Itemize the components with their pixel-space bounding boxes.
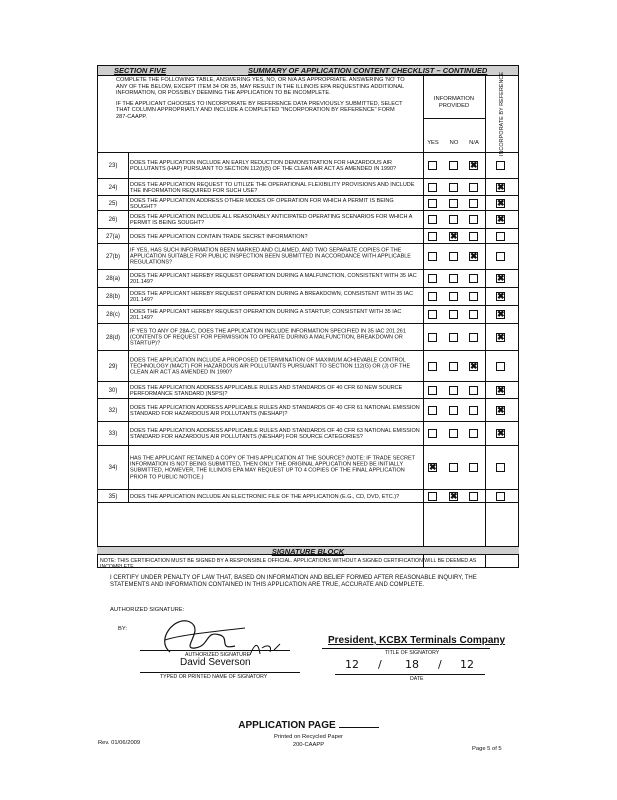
row-number: 28(c) [106, 312, 120, 318]
num-col-divider [128, 490, 129, 503]
checkbox-no[interactable] [449, 161, 458, 170]
header-divider [423, 118, 485, 119]
checkbox-na[interactable] [469, 232, 478, 241]
row-number: 29) [108, 363, 118, 370]
checkbox-ibr[interactable]: ✖ [497, 309, 505, 319]
row-divider [98, 502, 518, 503]
checkbox-no[interactable] [449, 333, 458, 342]
checkbox-ibr[interactable] [496, 232, 505, 241]
row-number: 28(b) [105, 294, 120, 300]
checkbox-ibr[interactable] [496, 463, 505, 472]
checkbox-na[interactable] [469, 406, 478, 415]
checkbox-yes[interactable] [428, 274, 437, 283]
checklist-row [98, 324, 518, 351]
checklist-row [98, 422, 518, 446]
checkbox-na[interactable]: ✖ [470, 360, 478, 371]
col-no-header: NO [449, 140, 459, 146]
date-month: 12 [345, 658, 359, 671]
ibr-header-label: INCORPORATE BY REFERENCE [499, 71, 505, 156]
date-line [335, 674, 485, 675]
num-col-divider [128, 244, 129, 270]
checkbox-na[interactable] [469, 274, 478, 283]
checkbox-yes[interactable] [428, 161, 437, 170]
checkbox-no[interactable] [449, 292, 458, 301]
checkbox-yes[interactable] [428, 232, 437, 241]
num-col-divider [128, 196, 129, 211]
checkbox-na[interactable] [469, 463, 478, 472]
row-number: 33) [108, 431, 118, 437]
checklist-form [97, 65, 519, 568]
revision-date: Rev. 01/06/2009 [98, 740, 141, 746]
checkbox-no[interactable] [449, 310, 458, 319]
signature-line [140, 650, 290, 651]
checkbox-yes[interactable] [428, 292, 437, 301]
checkbox-ibr[interactable] [496, 492, 505, 501]
checkbox-ibr[interactable]: ✖ [497, 428, 505, 438]
checkbox-no[interactable] [449, 199, 458, 208]
title-caption: TITLE OF SIGNATORY [385, 650, 440, 656]
row-question: DOES THE APPLICANT HEREBY REQUEST OPERATION DURING A BREAKDOWN, CONSISTENT WITH 35 IAC 201.149? [130, 290, 414, 303]
num-col-divider [128, 153, 129, 179]
checkbox-yes[interactable] [428, 252, 437, 261]
checkbox-ibr[interactable]: ✖ [497, 384, 505, 395]
checkbox-no[interactable] [449, 429, 458, 438]
checkbox-yes[interactable] [428, 199, 437, 208]
checklist-row [98, 351, 518, 382]
date-separator: / [438, 658, 442, 671]
checkbox-no[interactable] [449, 463, 458, 472]
checkbox-no[interactable] [449, 183, 458, 192]
num-col-divider [128, 211, 129, 229]
checkbox-yes[interactable] [428, 386, 437, 395]
row-question: DOES THE APPLICATION ADDRESS APPLICABLE RULES AND STANDARDS OF 40 CFR 61 NATIONAL EMISSION STANDARD FOR HAZARDOUS AIR POLLUTANTS (NESHAP)? [130, 404, 420, 417]
num-col-divider [128, 288, 129, 306]
checklist-row [98, 179, 518, 196]
checklist-row [98, 490, 518, 503]
checkbox-na[interactable]: ✖ [470, 160, 478, 170]
checkbox-ibr[interactable]: ✖ [497, 197, 505, 208]
title-line [322, 648, 490, 649]
num-col-divider [128, 270, 129, 288]
row-number: 27(b) [105, 254, 120, 260]
checkbox-yes[interactable] [428, 406, 437, 415]
row-question: DOES THE APPLICATION ADDRESS APPLICABLE RULES AND STANDARDS OF 40 CFR 60 NEW SOURCE PERFORMANCE STANDARD (NSPS)? [130, 384, 403, 397]
checkbox-yes[interactable] [428, 310, 437, 319]
num-col-divider [128, 306, 129, 324]
checkbox-no[interactable]: ✖ [450, 490, 458, 501]
form-number: 200-CAAPP [292, 742, 325, 748]
name-caption: TYPED OR PRINTED NAME OF SIGNATORY [160, 674, 268, 680]
checkbox-no[interactable] [449, 252, 458, 261]
row-question: DOES THE APPLICATION ADDRESS OTHER MODES OF OPERATION FOR WHICH A PERMIT IS BEING SOUGHT? [130, 197, 394, 210]
checkbox-na[interactable]: ✖ [470, 251, 478, 261]
checklist-row [98, 446, 518, 490]
title-of-signatory-value: President, KCBX Terminals Company [328, 635, 506, 646]
row-number: 23) [108, 163, 118, 169]
checkbox-na[interactable] [469, 386, 478, 395]
num-col-divider [128, 229, 129, 244]
row-question: DOES THE APPLICANT HEREBY REQUEST OPERATION DURING A STARTUP, CONSISTENT WITH 35 IAC 201.149? [130, 308, 402, 321]
date-year: 12 [460, 658, 474, 671]
by-label: BY: [118, 626, 128, 632]
checkbox-no[interactable] [449, 362, 458, 371]
checklist-row [98, 229, 518, 244]
checkbox-ibr[interactable]: ✖ [497, 291, 505, 301]
section-title-right: SUMMARY OF APPLICATION CONTENT CHECKLIST – CONTINUED [248, 66, 488, 75]
checkbox-no[interactable] [449, 406, 458, 415]
checkbox-no[interactable]: ✖ [450, 230, 458, 241]
row-question: DOES THE APPLICATION INCLUDE ALL REASONABLY ANTICIPATED OPERATING SCENARIOS FOR WHICH A PERMIT IS BEING SOUGHT? [130, 213, 413, 226]
row-number: 34) [108, 465, 118, 471]
checklist-row [98, 382, 518, 399]
incorporate-by-reference-header [485, 71, 519, 156]
page-number: Page 5 of 5 [472, 746, 502, 752]
row-number: 30) [108, 387, 118, 394]
checkbox-yes[interactable] [428, 492, 437, 501]
checkbox-ibr[interactable]: ✖ [497, 404, 505, 415]
row-question: DOES THE APPLICANT HEREBY REQUEST OPERATION DURING A MALFUNCTION, CONSISTENT WITH 35 IAC 201.149? [130, 272, 417, 285]
checklist-row [98, 270, 518, 288]
application-page-text: APPLICATION PAGE [238, 720, 336, 731]
col-na-header: N/A [469, 140, 479, 146]
section-title-left: SECTION FIVE [114, 66, 167, 75]
name-line [140, 672, 300, 673]
row-question: IF YES TO ANY OF 28A-C, DOES THE APPLICATION INCLUDE INFORMATION SPECIFIED IN 35 IAC 201.261 (CONTENTS OF REQUEST FOR PERMISSION TO OPERATE DURING A MALFUNCTION, BREAKDOWN OR STARTUP)? [130, 328, 406, 347]
instructions-para-2: IF THE APPLICANT CHOOSES TO INCORPORATE BY REFERENCE DATA PREVIOUSLY SUBMITTED, SELECT THAT COLUMN APPROPRIATLY AND INCLUDE A COMPLETED "INCORPORATION BY REFERENCE" FORM 287-CAAPP. [116, 100, 403, 120]
recycled-paper-note: Printed on Recycled Paper [274, 734, 343, 740]
checkbox-ibr[interactable]: ✖ [497, 181, 505, 192]
signature-note: NOTE: THIS CERTIFICATION MUST BE SIGNED BY A RESPONSIBLE OFFICIAL. APPLICATIONS WITHOUT A SIGNED CERTIFICATION WILL BE DEEMED AS INCOMPLETE. [100, 558, 477, 570]
checkbox-no[interactable] [449, 386, 458, 395]
info-provided-header: INFORMATION PROVIDED [433, 96, 475, 109]
checklist-row [98, 211, 518, 229]
signatory-name-value: David Severson [180, 657, 251, 668]
checklist-row [98, 244, 518, 270]
checkbox-ibr[interactable] [496, 362, 505, 371]
col-yes-header: YES [427, 140, 439, 146]
checkbox-na[interactable] [469, 215, 478, 224]
row-number: 28(a) [105, 276, 120, 282]
row-number: 24) [108, 184, 118, 191]
checklist-row [98, 288, 518, 306]
checkbox-na[interactable] [469, 429, 478, 438]
row-number: 27(a) [105, 233, 120, 240]
checkbox-ibr[interactable]: ✖ [497, 273, 505, 283]
checkbox-na[interactable] [469, 310, 478, 319]
instructions-para-1: COMPLETE THE FOLLOWING TABLE, ANSWERING YES, NO, OR N/A AS APPROPRIATE. ANSWERING 'NO' TO ANY OF THE BELOW, EXCEPT ITEM 34 OR 35, MAY RESULT IN THE ILLINOIS EPA REQUESTING ADDITIONAL INFORMATION, OR POSSIBLY DEEMING THE APPLICATION TO BE INCOMPLETE. [116, 77, 405, 96]
checkbox-ibr[interactable] [496, 161, 505, 170]
authorized-signature-caption: AUTHORIZED SIGNATURE [185, 652, 251, 658]
row-question: IF YES, HAS SUCH INFORMATION BEEN MARKED AND CLAIMED, AND TWO SEPARATE COPIES OF THE APPLICATION SUITABLE FOR PUBLIC INSPECTION BEEN SUBMITTED IN ACCORDANCE WITH APPLICABLE REGULATIONS? [130, 247, 411, 267]
row-question: DOES THE APPLICATION REQUEST TO UTILIZE THE OPERATIONAL FLEXIBILITY PROVISIONS AND INCLUDE THE INFORMATION REQUIRED FOR SUCH USE? [130, 181, 415, 194]
row-number: 35) [108, 493, 118, 500]
instructions [116, 77, 406, 124]
checkbox-na[interactable] [469, 183, 478, 192]
checkbox-no[interactable] [449, 274, 458, 283]
num-col-divider [128, 324, 129, 351]
row-question: DOES THE APPLICATION ADDRESS APPLICABLE RULES AND STANDARDS OF 40 CFR 63 NATIONAL EMISSION STANDARD FOR HAZARDOUS AIR POLLUTANTS (NESHAP) FOR SOURCE CATEGORIES? [130, 427, 420, 440]
row-question: HAS THE APPLICANT RETAINED A COPY OF THIS APPLICATION AT THE SOURCE? (NOTE: IF TRADE SECRET INFORMATION IS NOT BEING SUBMITTED, THEN ONLY THE ORIGINAL APPLICATION NEED BE INITIALLY SUBMITTED, HOWEVER, THE ILLINOIS EPA MAY REQUEST UP TO 4 COPIES OF THE FINAL APPLICATION PRIOR TO PUBLIC NOTICE.) [130, 455, 415, 481]
row-question: DOES THE APPLICATION CONTAIN TRADE SECRET INFORMATION? [130, 233, 308, 240]
date-separator: / [378, 658, 382, 671]
row-question: DOES THE APPLICATION INCLUDE AN EARLY REDUCTION DEMONSTRATION FOR HAZARDOUS AIR POLLUTANTS (HAP) PURSUANT TO SECTION 112(I)(5) OF THE CLEAN AIR ACT AS AMENDED IN 1990? [130, 159, 397, 172]
row-question: DOES THE APPLICATION INCLUDE AN ELECTRONIC FILE OF THE APPLICATION (E.G., CD, DVD, ETC.)? [130, 493, 400, 500]
certification-text: I CERTIFY UNDER PENALTY OF LAW THAT, BASED ON INFORMATION AND BELIEF FORMED AFTER REASONABLE INQUIRY, THE STATEMENTS AND INFORMATION CONTAINED IN THIS APPLICATION ARE TRUE, ACCURATE AND COMPLETE. [110, 575, 477, 588]
checklist-row [98, 196, 518, 211]
checkbox-yes[interactable] [428, 362, 437, 371]
checkbox-yes[interactable]: ✖ [429, 462, 437, 472]
checklist-row [98, 153, 518, 179]
checkbox-na[interactable] [469, 199, 478, 208]
checklist-row [98, 399, 518, 422]
signature-block-header [97, 546, 519, 555]
checkbox-yes[interactable] [428, 333, 437, 342]
authorized-signature-label: AUTHORIZED SIGNATURE: [110, 607, 185, 613]
section-header [98, 66, 518, 76]
checkbox-yes[interactable] [428, 429, 437, 438]
date-day: 18 [405, 658, 419, 671]
application-page-label [0, 720, 617, 731]
num-col-divider [128, 422, 129, 446]
row-number: 26) [108, 217, 118, 223]
checkbox-ibr[interactable]: ✖ [497, 214, 505, 224]
checkbox-yes[interactable] [428, 215, 437, 224]
application-page-blank [339, 727, 379, 728]
num-col-divider [128, 399, 129, 422]
checkbox-na[interactable] [469, 492, 478, 501]
checklist-row [98, 306, 518, 324]
row-number: 28(d) [105, 334, 120, 341]
checkbox-ibr[interactable] [496, 252, 505, 261]
num-col-divider [128, 179, 129, 196]
num-col-divider [128, 351, 129, 382]
checkbox-yes[interactable] [428, 183, 437, 192]
date-caption: DATE [410, 676, 424, 682]
row-number: 32) [108, 407, 118, 414]
num-col-divider [128, 382, 129, 399]
checkbox-na[interactable] [469, 292, 478, 301]
signature-block-title: SIGNATURE BLOCK [271, 547, 345, 556]
checkbox-ibr[interactable]: ✖ [497, 331, 505, 342]
checkbox-na[interactable] [469, 333, 478, 342]
checkbox-no[interactable] [449, 215, 458, 224]
num-col-divider [128, 446, 129, 490]
row-number: 25) [108, 200, 118, 207]
row-question: DOES THE APPLICATION INCLUDE A PROPOSED DETERMINATION OF MAXIMUM ACHIEVABLE CONTROL TECHNOLOGY (MACT) FOR HAZARDOUS AIR POLLUTANTS PURSUANT TO SECTION 112(G) OR (J) OF THE CLEAN AIR ACT AS AMENDED IN 1990? [130, 357, 411, 376]
